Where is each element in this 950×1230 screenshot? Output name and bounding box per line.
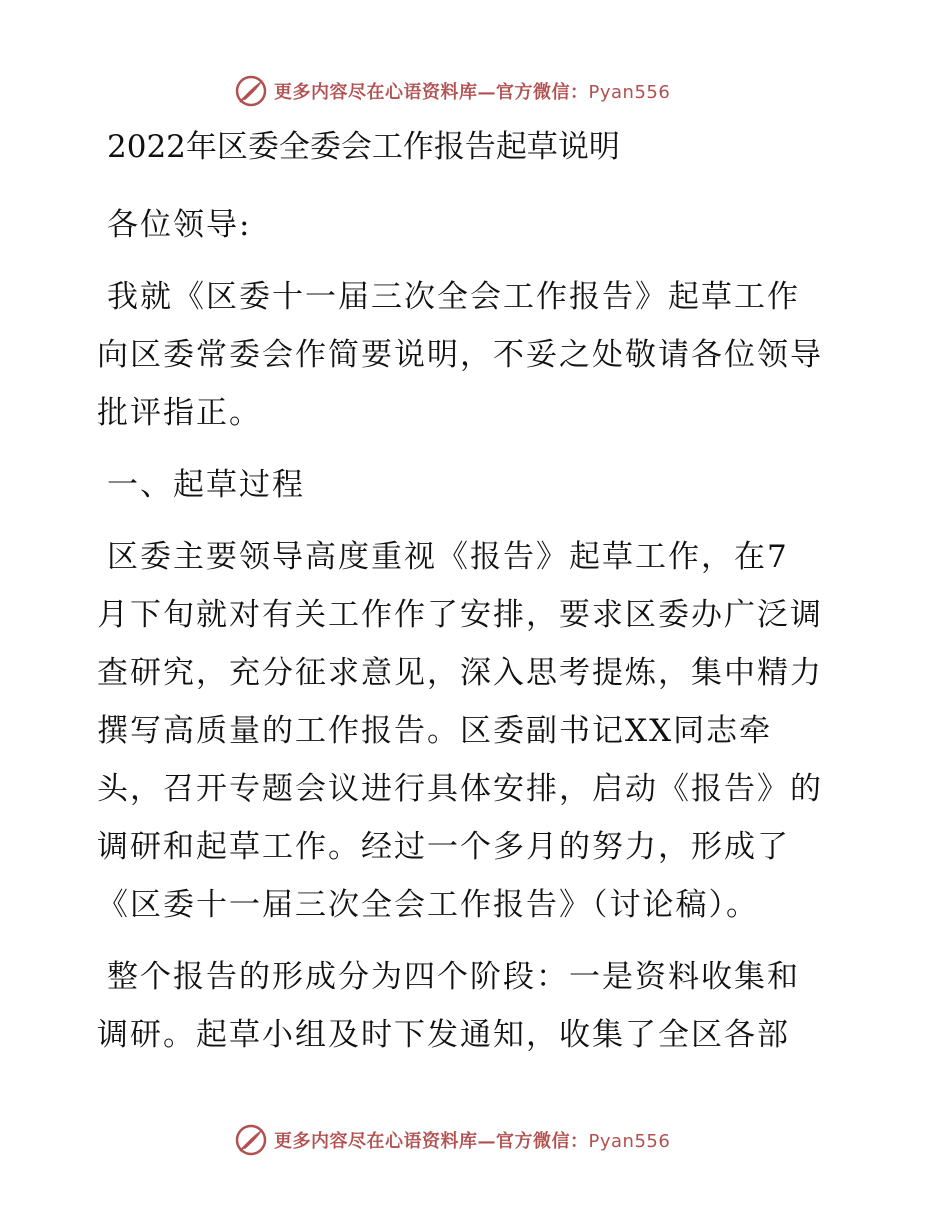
paragraph-3 [97, 948, 857, 1064]
paragraph-line: 头，召开专题会议进行具体安排，启动《报告》的 [97, 771, 823, 807]
paragraph-line: 批评指正。 [97, 395, 262, 431]
greeting [97, 196, 857, 254]
watermark-text: 更多内容尽在心语资料库—官方微信：Pyan556 [274, 1131, 671, 1152]
section-heading [97, 456, 857, 514]
paragraph-line: 撰写高质量的工作报告。区委副书记XX同志牵 [97, 713, 773, 749]
paragraph-line: 查研究，充分征求意见，深入思考提炼，集中精力 [97, 655, 823, 691]
paragraph-line: 区委主要领导高度重视《报告》起草工作，在7 [107, 539, 789, 575]
paragraph-2 [97, 528, 857, 934]
paragraph-line: 向区委常委会作简要说明，不妥之处敬请各位领导 [97, 337, 823, 373]
paragraph-line: 月下旬就对有关工作作了安排，要求区委办广泛调 [97, 597, 823, 633]
quill-logo-icon [234, 1123, 268, 1157]
paragraph-line: 调研和起草工作。经过一个多月的努力，形成了 [97, 829, 790, 865]
paragraph-line: 我就《区委十一届三次全会工作报告》起草工作 [107, 279, 800, 315]
greeting-line: 各位领导: [107, 207, 252, 243]
paragraph-1 [97, 268, 857, 442]
heading-line: 一、起草过程 [107, 467, 305, 503]
watermark-footer [234, 1120, 670, 1160]
watermark-text: 更多内容尽在心语资料库—官方微信：Pyan556 [274, 82, 671, 103]
paragraph-line: 调研。起草小组及时下发通知，收集了全区各部 [97, 1017, 790, 1053]
paragraph-line: 整个报告的形成分为四个阶段：一是资料收集和 [107, 959, 800, 995]
paragraph-line: 《区委十一届三次全会工作报告》（讨论稿）。 [97, 887, 759, 923]
quill-logo-icon [234, 74, 268, 108]
document-title: 2022年区委全委会工作报告起草说明 [107, 129, 620, 165]
watermark-header [234, 71, 670, 111]
document-body [97, 124, 857, 1078]
